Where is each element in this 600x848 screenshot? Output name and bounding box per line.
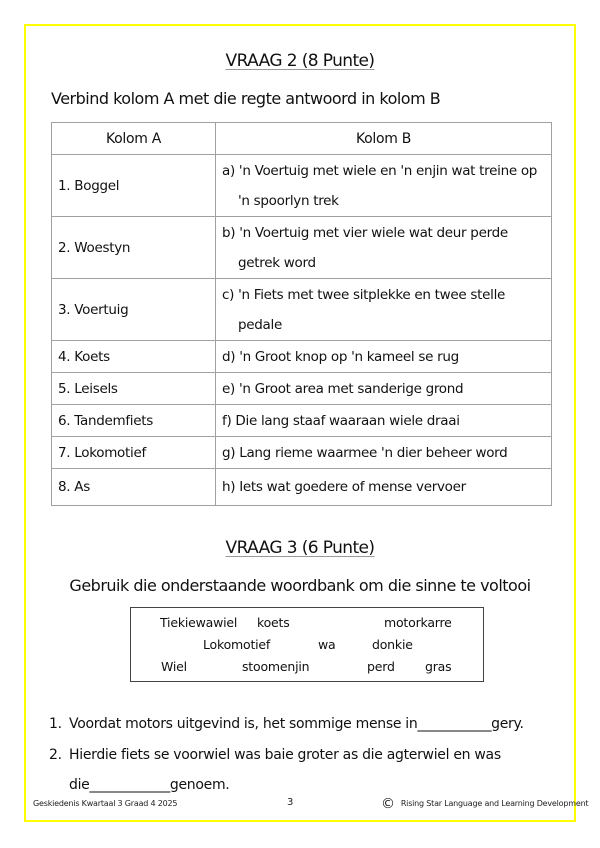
- word-bank-word: wa: [318, 637, 336, 652]
- column-a-cell: 5. Leisels: [52, 373, 216, 405]
- column-b-header: Kolom B: [216, 123, 552, 155]
- column-b-cell: f) Die lang staaf waaraan wiele draai: [216, 405, 552, 437]
- column-b-cell: d) 'n Groot knop op 'n kameel se rug: [216, 341, 552, 373]
- column-b-line-cont: getrek word: [238, 254, 316, 271]
- matching-table: [51, 122, 552, 506]
- column-b-cell: [216, 217, 552, 279]
- word-bank-word: Wiel: [161, 659, 187, 674]
- sentence-text: Voordat motors uitgevind is, het sommige mense in___________gery.: [69, 716, 524, 732]
- column-b-line: b) 'n Voertuig met vier wiele wat deur perde: [222, 224, 508, 241]
- column-a-header: Kolom A: [52, 123, 216, 155]
- page-number: 3: [287, 797, 294, 808]
- question-2-instruction: Verbind kolom A met die regte antwoord in kolom B: [51, 89, 441, 108]
- footer-copyright: [381, 795, 589, 812]
- table-row: [52, 155, 552, 217]
- footer-publisher: Rising Star Language and Learning Development: [400, 799, 589, 808]
- question-3-instruction: Gebruik die onderstaande woordbank om die sinne te voltooi: [69, 576, 531, 595]
- table-header-row: [52, 123, 552, 155]
- table-row: [52, 341, 552, 373]
- column-a-cell: 4. Koets: [52, 341, 216, 373]
- column-b-cell: e) 'n Groot area met sanderige grond: [216, 373, 552, 405]
- column-a-cell: 6. Tandemfiets: [52, 405, 216, 437]
- table-row: [52, 469, 552, 506]
- column-a-cell: 1. Boggel: [52, 155, 216, 217]
- word-bank: [130, 607, 484, 682]
- table-row: [52, 405, 552, 437]
- table-row: [52, 217, 552, 279]
- word-bank-word: perd: [367, 659, 395, 674]
- sentence-number: 1.: [49, 716, 62, 732]
- question-2-title: [0, 51, 600, 71]
- word-bank-word: Lokomotief: [203, 637, 271, 652]
- sentence-number: 2.: [49, 747, 62, 763]
- column-b-cell: h) Iets wat goedere of mense vervoer: [216, 469, 552, 506]
- column-a-cell: 7. Lokomotief: [52, 437, 216, 469]
- word-bank-word: donkie: [372, 637, 413, 652]
- word-bank-word: gras: [425, 659, 452, 674]
- word-bank-word: stoomenjin: [242, 659, 310, 674]
- question-2-title-text: VRAAG 2 (8 Punte): [225, 51, 375, 71]
- footer-subject: Geskiedenis Kwartaal 3 Graad 4 2025: [33, 799, 178, 808]
- column-b-cell: g) Lang rieme waarmee 'n dier beheer word: [216, 437, 552, 469]
- sentence-text: Hierdie fiets se voorwiel was baie groter as die agterwiel en was: [69, 747, 501, 763]
- column-b-cell: [216, 279, 552, 341]
- column-a-cell: 2. Woestyn: [52, 217, 216, 279]
- copyright-icon: ©: [381, 795, 395, 812]
- column-b-line: a) 'n Voertuig met wiele en 'n enjin wat treine op: [222, 162, 538, 179]
- column-a-cell: 8. As: [52, 469, 216, 506]
- column-b-cell: [216, 155, 552, 217]
- column-b-line-cont: 'n spoorlyn trek: [238, 192, 339, 209]
- column-b-line: c) 'n Fiets met twee sitplekke en twee stelle: [222, 286, 506, 303]
- column-b-line-cont: pedale: [238, 316, 282, 333]
- sentence-2-continuation: die____________genoem.: [69, 777, 230, 793]
- table-row: [52, 279, 552, 341]
- question-3-title-text: VRAAG 3 (6 Punte): [225, 538, 375, 558]
- table-row: [52, 437, 552, 469]
- word-bank-word: Tiekiewawiel: [160, 615, 238, 630]
- question-3-title: [0, 538, 600, 558]
- table-row: [52, 373, 552, 405]
- word-bank-word: motorkarre: [384, 615, 452, 630]
- column-a-cell: 3. Voertuig: [52, 279, 216, 341]
- word-bank-word: koets: [257, 615, 290, 630]
